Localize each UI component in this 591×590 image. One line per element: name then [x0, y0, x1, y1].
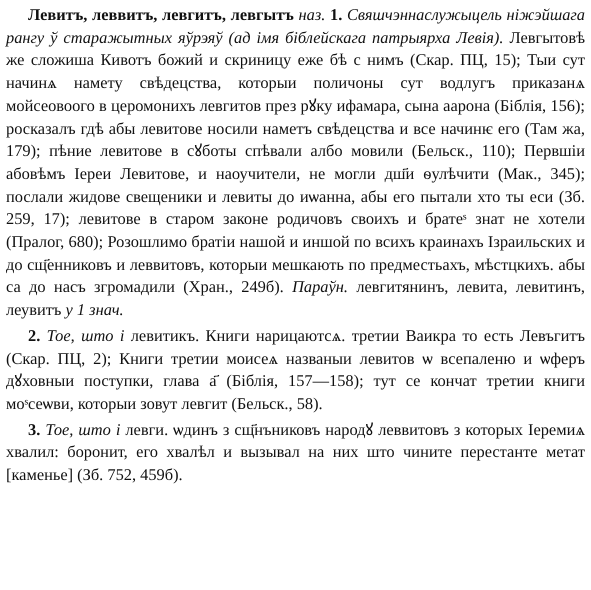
sense-2	[6, 325, 585, 416]
sense-number: 3.	[28, 419, 41, 439]
quotations: Левгытовѣ же сложиша Кивотъ божий и скриницу еже бѣ с нимъ (Скар. ПЦ, 15); Тыи сут начинѧ намету свѣдецства, которыи поличоны сут водлугъ приказанѧ мойсеовоого в церомонихъ левгитов през рꙋку ифамара, сына аарона (Біблія, 156); росказалъ гдѣ абы левитове носили наметъ свѣдецства и все начинѥ его (Там жа, 179); пѣние левитове в сꙋботы спѣвали албо мовили (Бельск., 110); Первшіи абовѣмъ Іереи Левитове, и наоучители, не могли дш҃и ѳулѣчити (Мак., 345); послали жидове свещеники и левиты до иѡанна, абы его пытали хто ты еси (Зб. 259, 17); левитове в старом законе родичовъ своихъ и братеˢ знат не хотели (Пралог, 680); Розошлимо братіи нашой и иншой по всихъ краинахъ Ізраильских и до сщ҃енниковъ и леввитовъ, которыи мешкають по предместьахъ, мѣстцкихъ. абы са до насъ згромадили (Хран., 249б).	[6, 27, 585, 297]
sense-3	[6, 419, 585, 487]
definition: Свяшчэннаслужыцель ніжэйшага рангу ў старажытных яўрэяў (ад імя біблейскага патрыярха Левія).	[6, 5, 586, 47]
quotations: левитикъ. Книги нарицаютсѧ. третии Ваикра то есть Левъгитъ (Скар. ПЦ, 2); Книги третии моисеѧ названыи левитов ѡ всепаленю и ѡферъ дꙋховныи поступки, глава а҃ (Біблія, 157—158); тут се кончат третии книги мoˢсеѡви, которыи зовут левгит (Бельск., 58).	[6, 325, 585, 413]
headword: Левитъ, леввитъ, левгитъ, левгытъ	[28, 5, 294, 24]
compare-label: Параўн.	[292, 277, 349, 297]
part-of-speech: наз.	[298, 5, 326, 24]
sense-reference: 1 знач.	[76, 300, 124, 320]
sense-number: 2.	[28, 325, 41, 345]
compare-words: левгитянинъ, левита, левитинъ, леувитъ	[6, 277, 585, 320]
quotations: левги. ѡдинъ з сщ҃нъниковъ народꙋ леввитовъ з которых Іеремиѧ хвалил: боронит, его хвалѣл и вызывал на них што чините перестанте метат [каменье] (Зб. 752, 459б).	[6, 419, 586, 485]
sense-number: 1.	[330, 5, 343, 24]
sense-1: Левитъ, леввитъ, левгитъ, левгытъ наз. 1. Свяшчэннаслужыцель ніжэйшага рангу ў старажытных яўрэяў (ад імя біблейскага патрыярха Левія). Левгытовѣ же сложиша Кивотъ божий и скриницу еже бѣ с нимъ (Скар. ПЦ, 15); Тыи сут начинѧ намету свѣдецства, которыи поличоны сут водлугъ приказанѧ мойсеовоого в церомонихъ левгитов през рꙋку ифамара, сына аарона (Біблія, 156); росказалъ гдѣ абы левитове носили наметъ свѣдецства и все начинѥ его (Там жа, 179); пѣние левитове в сꙋботы спѣвали албо мовили (Бельск., 110); Первшіи абовѣмъ Іереи Левитове, и наоучители, не могли дш҃и ѳулѣчити (Мак., 345); послали жидове свещеники и левиты до иѡанна, абы его пытали хто ты еси (Зб. 259, 17); левитове в старом законе родичовъ своихъ и братеˢ знат не хотели (Пралог, 680); Розошлимо братіи нашой и иншой по всихъ краинахъ Ізраильских и до сщ҃енниковъ и леввитовъ, которыи мешкають по предместьахъ, мѣстцкихъ. абы са до насъ згромадили (Хран., 249б). Параўн. левгитянинъ, левита, левитинъ, леувитъ у 1 знач.	[6, 5, 586, 320]
definition: Тое, што і	[46, 325, 125, 345]
definition: Тое, што і	[45, 419, 121, 439]
